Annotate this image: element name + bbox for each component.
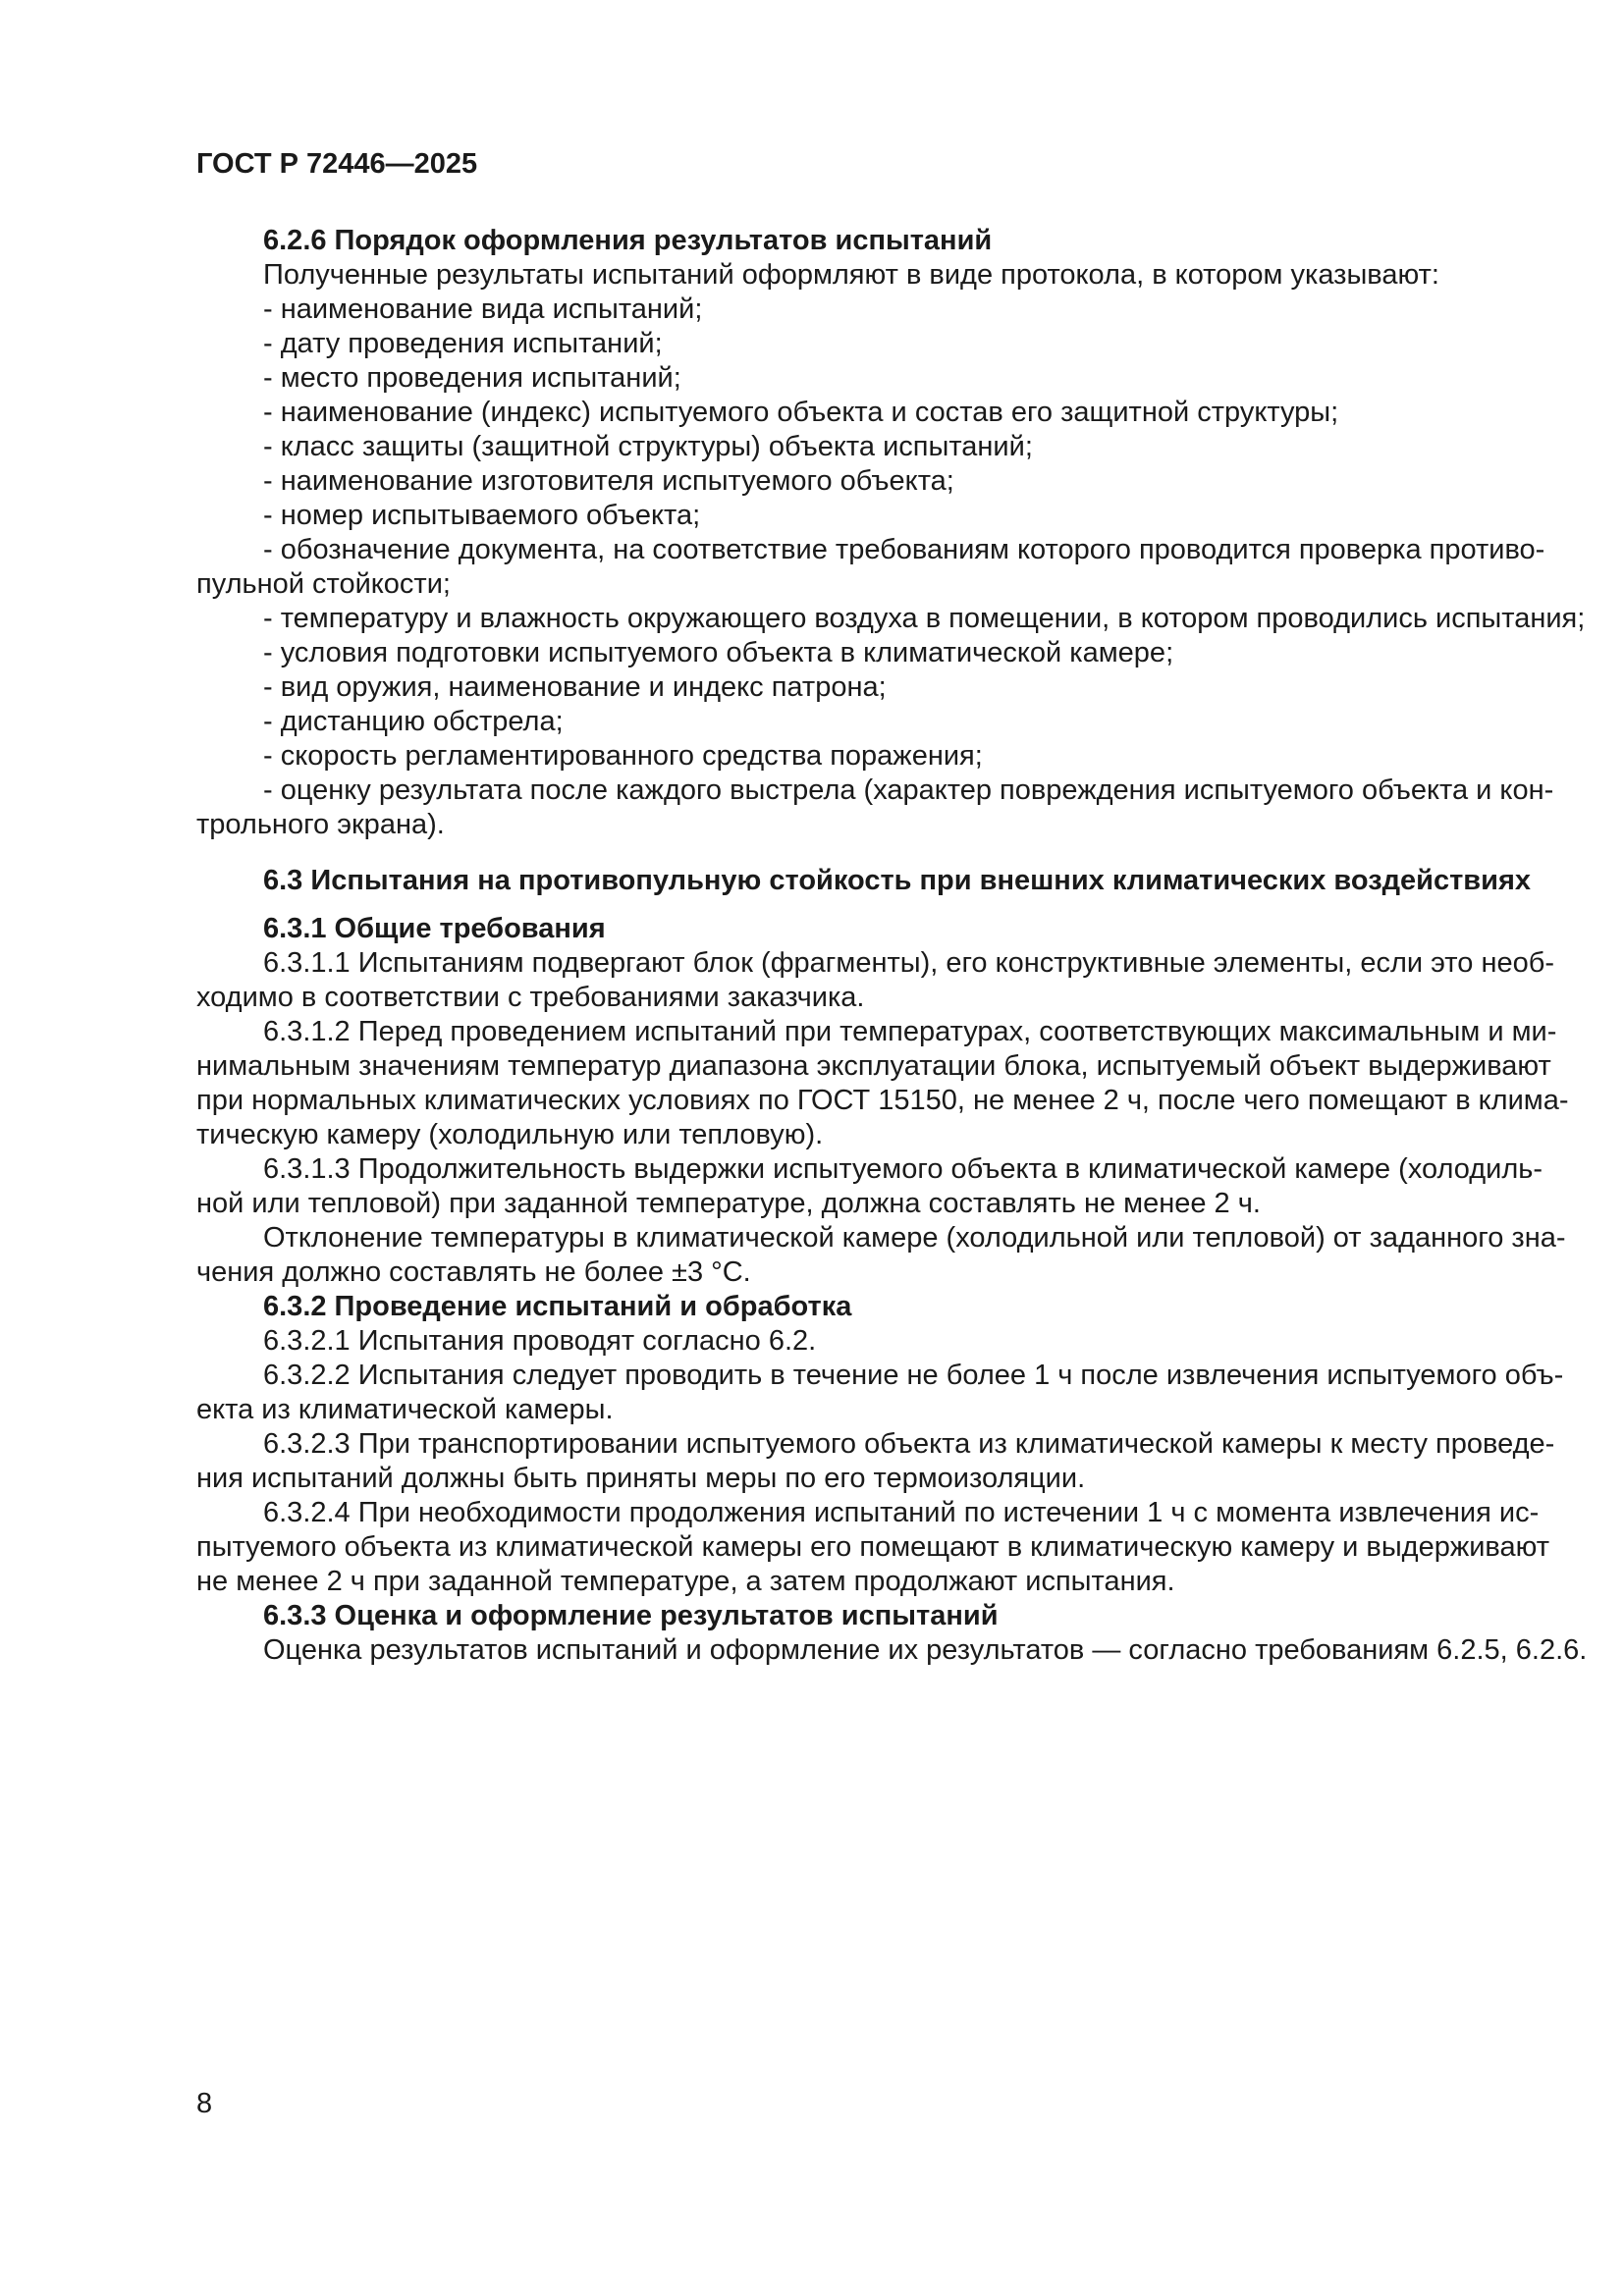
text-line: - скорость регламентированного средства поражения; [263,740,983,772]
text-line: - дату проведения испытаний; [263,328,663,359]
text-line: 6.3.1 Общие требования [263,913,606,944]
text-line: трольного экрана). [196,809,445,840]
list-item [196,636,1521,670]
page-number: 8 [196,2088,213,2119]
text-line: - температуру и влажность окружающего воздуха в помещении, в котором проводились испытания; [263,603,1586,634]
section-6-3-title [196,864,1532,898]
text-line: - место проведения испытаний; [263,362,681,394]
paragraph [196,258,1521,293]
text-line: - наименование вида испытаний; [263,294,703,325]
text-line: ходимо в соответствии с требованиями заказчика. [196,982,865,1013]
paragraph [196,1427,1555,1496]
section-6-2-6 [196,224,1586,842]
text-line: 6.3.2.1 Испытания проводят согласно 6.2. [263,1325,817,1357]
text-line: - дистанцию обстрела; [263,706,564,737]
text-line: - номер испытываемого объекта; [263,500,701,531]
text-line: тическую камеру (холодильную или тепловую). [196,1119,824,1150]
list-item [196,396,1521,430]
document-header: ГОСТ Р 72446—2025 [196,148,478,180]
text-line: ной или тепловой) при заданной температуре, должна составлять не менее 2 ч. [196,1188,1261,1219]
text-line: екта из климатической камеры. [196,1394,614,1425]
paragraph [196,1015,1569,1152]
section-heading [196,864,1532,898]
list-item [196,739,1521,774]
text-line: - условия подготовки испытуемого объекта в климатической камере; [263,637,1174,668]
text-line: нимальным значениям температур диапазона эксплуатации блока, испытуемый объект выдерживают [196,1050,1551,1082]
text-line: пытуемого объекта из климатической камеры его помещают в климатическую камеру и выдерживают [196,1531,1550,1563]
text-line: 6.3.3 Оценка и оформление результатов испытаний [263,1600,999,1631]
list-item [196,705,1521,739]
text-line: 6.3.2.4 При необходимости продолжения испытаний по истечении 1 ч с момента извлечения ис- [263,1497,1540,1528]
document-body [196,224,1588,1668]
text-line: 6.3.2.3 При транспортировании испытуемого объекта из климатической камеры к месту проведе- [263,1428,1555,1460]
section-heading [196,224,1521,258]
text-line: 6.3.1.2 Перед проведением испытаний при температурах, соответствующих максимальным и ми- [263,1016,1557,1047]
text-line: - оценку результата после каждого выстрела (характер повреждения испытуемого объекта и кон- [263,774,1554,806]
list-item [196,774,1554,842]
text-line: 6.3.2 Проведение испытаний и обработка [263,1291,852,1322]
text-line: 6.3 Испытания на противопульную стойкость при внешних климатических воздействиях [263,865,1532,896]
text-line: 6.2.6 Порядок оформления результатов испытаний [263,225,993,256]
paragraph [196,946,1554,1015]
section-heading [196,1599,1521,1633]
text-line: при нормальных климатических условиях по ГОСТ 15150, не менее 2 ч, после чего помещают в клима- [196,1085,1569,1116]
text-line: чения должно составлять не более ±3 °С. [196,1256,751,1288]
list-item [196,533,1545,602]
text-line: - обозначение документа, на соответствие требованиям которого проводится проверка противо- [263,534,1545,565]
text-line: - класс защиты (защитной структуры) объекта испытаний; [263,431,1033,462]
section-heading [196,1290,1521,1324]
list-item [196,430,1521,464]
text-line: 6.3.1.1 Испытаниям подвергают блок (фрагменты), его конструктивные элементы, если это необ- [263,947,1554,979]
text-line: не менее 2 ч при заданной температуре, а затем продолжают испытания. [196,1566,1175,1597]
list-item [196,293,1521,327]
paragraph [196,1221,1566,1290]
text-line: Оценка результатов испытаний и оформление их результатов — согласно требованиям 6.2.5, 6.2.6. [263,1634,1588,1666]
text-line: ния испытаний должны быть приняты меры по его термоизоляции. [196,1463,1086,1494]
list-item [196,464,1521,499]
text-line: 6.3.2.2 Испытания следует проводить в течение не более 1 ч после извлечения испытуемого объ- [263,1360,1564,1391]
text-line: пульной стойкости; [196,568,451,600]
list-item [196,670,1521,705]
list-item [196,327,1521,361]
text-line: 6.3.1.3 Продолжительность выдержки испытуемого объекта в климатической камере (холодиль- [263,1153,1543,1185]
paragraph [196,1152,1543,1221]
paragraph [196,1633,1588,1668]
section-heading [196,912,1521,946]
list-item [196,602,1586,636]
list-item [196,499,1521,533]
text-line: - наименование (индекс) испытуемого объекта и состав его защитной структуры; [263,397,1339,428]
text-line: Отклонение температуры в климатической камере (холодильной или тепловой) от заданного зна- [263,1222,1566,1254]
text-line: - вид оружия, наименование и индекс патрона; [263,671,887,703]
text-line: - наименование изготовителя испытуемого объекта; [263,465,954,497]
paragraph [196,1324,1521,1359]
paragraph [196,1359,1564,1427]
section-6-3-body [196,912,1588,1668]
text-line: Полученные результаты испытаний оформляют в виде протокола, в котором указывают: [263,259,1439,291]
list-item [196,361,1521,396]
paragraph [196,1496,1550,1599]
